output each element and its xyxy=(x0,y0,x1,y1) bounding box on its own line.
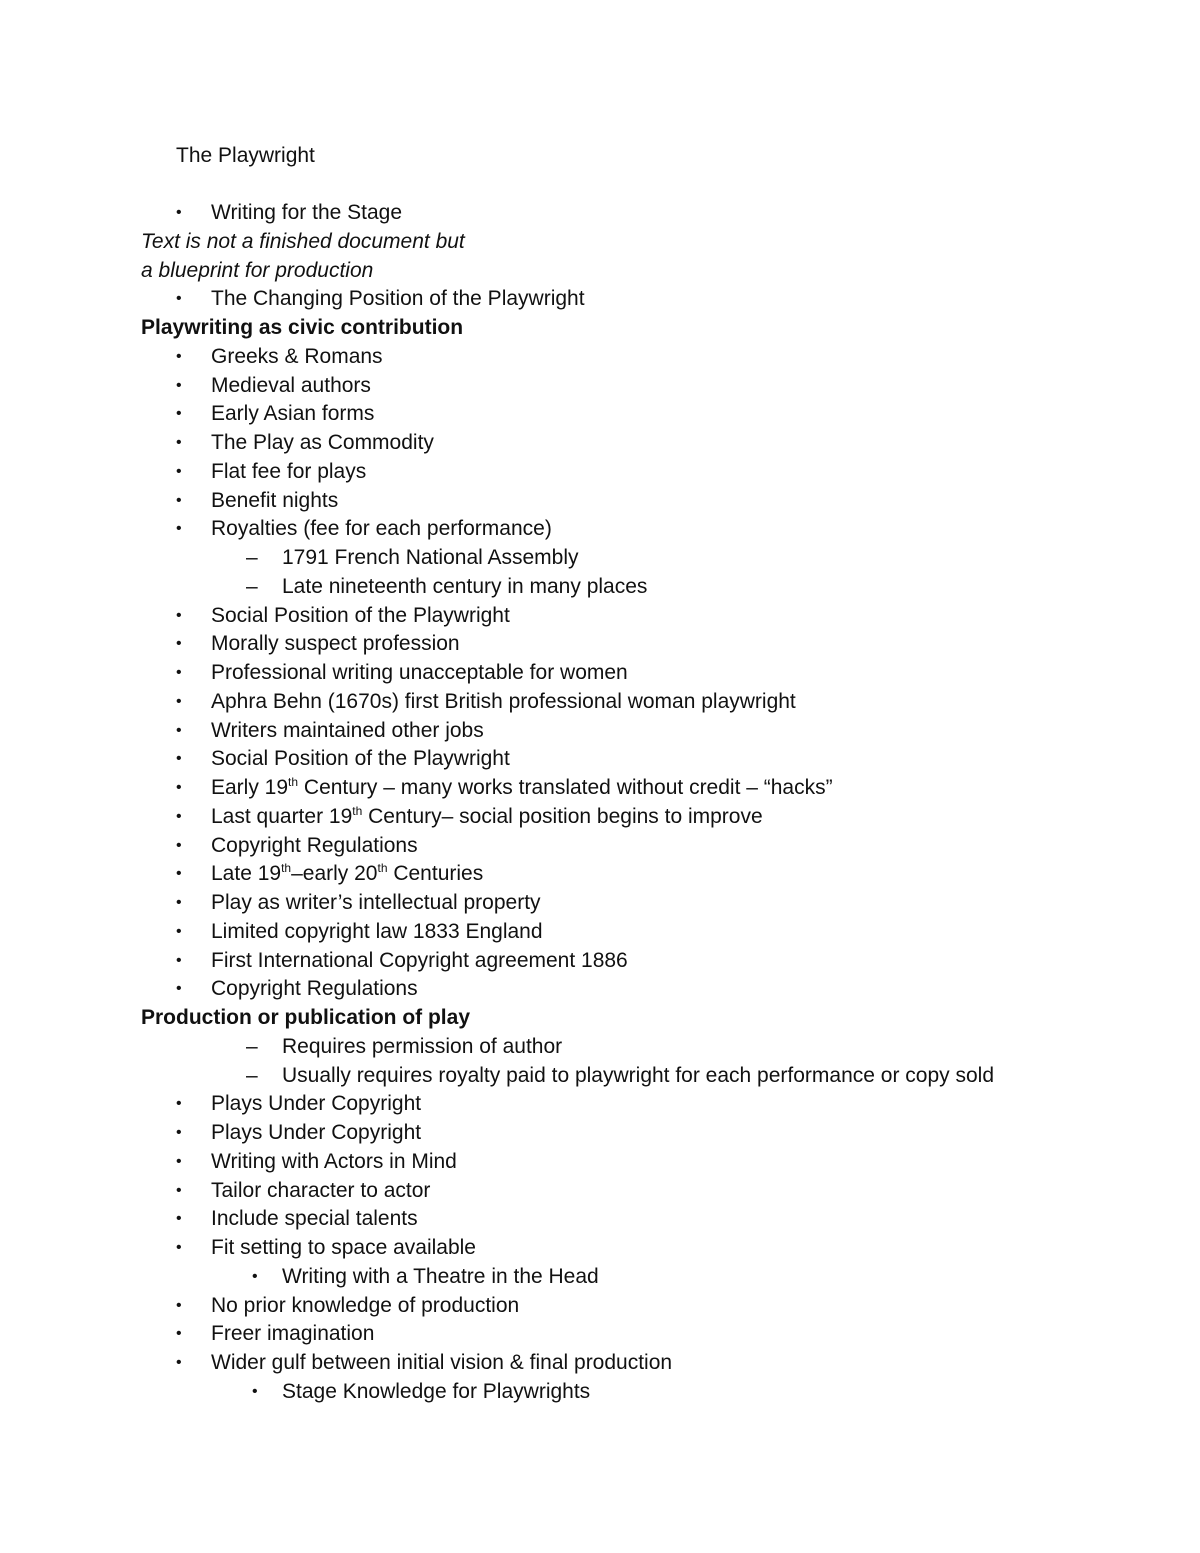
bullet-marker: • xyxy=(176,922,182,940)
bullet-marker: • xyxy=(176,1181,182,1199)
outline-line-text: Writing with a Theatre in the Head xyxy=(282,1264,599,1288)
outline-line-text: Royalties (fee for each performance) xyxy=(211,517,552,541)
bullet-marker: • xyxy=(176,1325,182,1343)
outline-line-text: Usually requires royalty paid to playwright for each performance or copy sold xyxy=(282,1063,995,1087)
outline-line xyxy=(0,860,1200,889)
outline-line xyxy=(0,1234,1200,1263)
bullet-marker: • xyxy=(176,1210,182,1228)
outline-line-text: Copyright Regulations xyxy=(211,833,418,857)
dash-marker: – xyxy=(246,574,258,598)
bullet-marker: • xyxy=(176,520,182,538)
outline-line xyxy=(0,573,1200,602)
dash-marker: – xyxy=(246,1034,258,1058)
outline-line-text: Late 19th–early 20th Centuries xyxy=(211,861,484,886)
bullet-marker: • xyxy=(176,462,182,480)
bullet-marker: • xyxy=(176,290,182,308)
outline-line xyxy=(0,1263,1200,1292)
outline-line-text: Play as writer’s intellectual property xyxy=(211,891,541,914)
outline-line-text: a blueprint for production xyxy=(141,258,374,282)
outline-line-text: Late nineteenth century in many places xyxy=(282,574,648,598)
outline-line xyxy=(0,717,1200,746)
outline-line-text: Fit setting to space available xyxy=(211,1236,476,1259)
outline-line xyxy=(0,1320,1200,1349)
outline-line xyxy=(0,774,1200,803)
bullet-marker: • xyxy=(176,664,182,681)
outline-line-text: Last quarter 19th Century– social position begins to improve xyxy=(211,803,763,828)
bullet-marker: • xyxy=(252,1382,258,1400)
bullet-marker: • xyxy=(176,951,182,969)
outline-line-text: Aphra Behn (1670s) first British professional woman playwright xyxy=(211,689,796,713)
document-title: The Playwright xyxy=(176,144,315,167)
outline-line-text: Medieval authors xyxy=(211,373,371,397)
outline-line xyxy=(0,458,1200,487)
outline-line xyxy=(0,688,1200,717)
bullet-marker: • xyxy=(176,405,182,423)
outline-line-text: Playwriting as civic contribution xyxy=(141,316,464,339)
outline-line xyxy=(0,228,1200,257)
outline-line-text: Tailor character to actor xyxy=(211,1178,431,1202)
outline-line-text: Freer imagination xyxy=(211,1322,375,1346)
bullet-marker: • xyxy=(176,807,182,825)
outline-line xyxy=(0,975,1200,1004)
bullet-marker: • xyxy=(176,347,182,365)
bullet-marker: • xyxy=(176,1124,182,1141)
bullet-marker: • xyxy=(176,1239,182,1256)
bullet-marker: • xyxy=(176,376,182,394)
outline-line xyxy=(0,1177,1200,1206)
superscript: th xyxy=(281,861,292,876)
bullet-marker: • xyxy=(176,1354,182,1371)
outline-line xyxy=(0,343,1200,372)
outline-line-text: Plays Under Copyright xyxy=(211,1121,422,1144)
bullet-marker: • xyxy=(176,635,182,653)
bullet-marker: • xyxy=(176,491,182,509)
bullet-marker: • xyxy=(176,980,182,998)
outline-line xyxy=(0,745,1200,774)
outline-line-text: Social Position of the Playwright xyxy=(211,603,510,627)
outline-line-text: Morally suspect profession xyxy=(211,632,460,656)
dash-marker: – xyxy=(246,546,258,569)
outline-line-text: Professional writing unacceptable for women xyxy=(211,661,628,684)
outline-line xyxy=(0,285,1200,314)
bullet-marker: • xyxy=(176,606,182,624)
outline-line xyxy=(0,1004,1200,1033)
outline-line-text: Wider gulf between initial vision & final production xyxy=(211,1351,673,1374)
outline-line xyxy=(0,602,1200,631)
outline-line xyxy=(0,199,1200,228)
outline-line xyxy=(0,832,1200,861)
bullet-marker: • xyxy=(176,894,182,911)
outline-line xyxy=(0,1090,1200,1119)
superscript: th xyxy=(288,775,299,789)
outline-line xyxy=(0,1378,1200,1407)
outline-line xyxy=(0,515,1200,544)
outline-line-text: Stage Knowledge for Playwrights xyxy=(282,1379,591,1403)
bullet-marker: • xyxy=(176,721,182,739)
outline-line xyxy=(0,372,1200,401)
bullet-marker: • xyxy=(176,750,182,768)
outline-line-text: Limited copyright law 1833 England xyxy=(211,919,543,943)
superscript: th xyxy=(377,861,388,876)
outline-line-text: First International Copyright agreement 1886 xyxy=(211,948,628,972)
outline-line xyxy=(0,257,1200,286)
outline-line-text: The Changing Position of the Playwright xyxy=(211,287,585,311)
outline-line xyxy=(0,544,1200,573)
outline-line xyxy=(0,630,1200,659)
outline-line-text: Plays Under Copyright xyxy=(211,1092,422,1116)
outline-line-text: Benefit nights xyxy=(211,488,339,512)
bullet-marker: • xyxy=(176,779,182,796)
outline-line-text: No prior knowledge of production xyxy=(211,1293,520,1317)
outline-line xyxy=(0,400,1200,429)
bullet-marker: • xyxy=(176,865,182,883)
outline-line-text: Early 19th Century – many works translated without credit – “hacks” xyxy=(211,775,833,799)
outline-line-text: Early Asian forms xyxy=(211,402,375,426)
outline-line xyxy=(0,1205,1200,1234)
bullet-marker: • xyxy=(176,1296,182,1314)
outline-list xyxy=(0,199,1200,1407)
outline-line xyxy=(0,429,1200,458)
outline-line-text: Text is not a finished document but xyxy=(141,229,465,253)
outline-line xyxy=(0,1292,1200,1321)
outline-line xyxy=(0,918,1200,947)
outline-line xyxy=(0,314,1200,343)
bullet-marker: • xyxy=(176,692,182,710)
outline-line xyxy=(0,659,1200,688)
outline-line-text: Social Position of the Playwright xyxy=(211,747,510,771)
outline-line-text: Production or publication of play xyxy=(141,1006,470,1029)
outline-line xyxy=(0,889,1200,918)
superscript: th xyxy=(352,803,363,818)
bullet-marker: • xyxy=(176,1095,182,1113)
outline-line-text: Copyright Regulations xyxy=(211,977,418,1001)
outline-line-text: Include special talents xyxy=(211,1207,418,1231)
outline-line xyxy=(0,487,1200,516)
outline-line xyxy=(0,1033,1200,1062)
outline-line-text: Greeks & Romans xyxy=(211,344,383,368)
outline-line xyxy=(0,1148,1200,1177)
bullet-marker: • xyxy=(176,204,182,221)
outline-line-text: Requires permission of author xyxy=(282,1034,563,1058)
outline-line-text: Writing with Actors in Mind xyxy=(211,1149,457,1173)
outline-line xyxy=(0,1349,1200,1378)
outline-line xyxy=(0,947,1200,976)
outline-line-text: Writers maintained other jobs xyxy=(211,718,484,742)
outline-line xyxy=(0,803,1200,832)
outline-line-text: Writing for the Stage xyxy=(211,201,403,224)
bullet-marker: • xyxy=(176,836,182,854)
outline-line-text: Flat fee for plays xyxy=(211,459,367,483)
bullet-marker: • xyxy=(176,434,182,451)
bullet-marker: • xyxy=(252,1267,258,1285)
outline-line xyxy=(0,1119,1200,1148)
dash-marker: – xyxy=(246,1063,258,1087)
outline-line-text: The Play as Commodity xyxy=(211,431,434,454)
outline-line xyxy=(0,1062,1200,1091)
bullet-marker: • xyxy=(176,1152,182,1170)
outline-line-text: 1791 French National Assembly xyxy=(282,546,579,569)
